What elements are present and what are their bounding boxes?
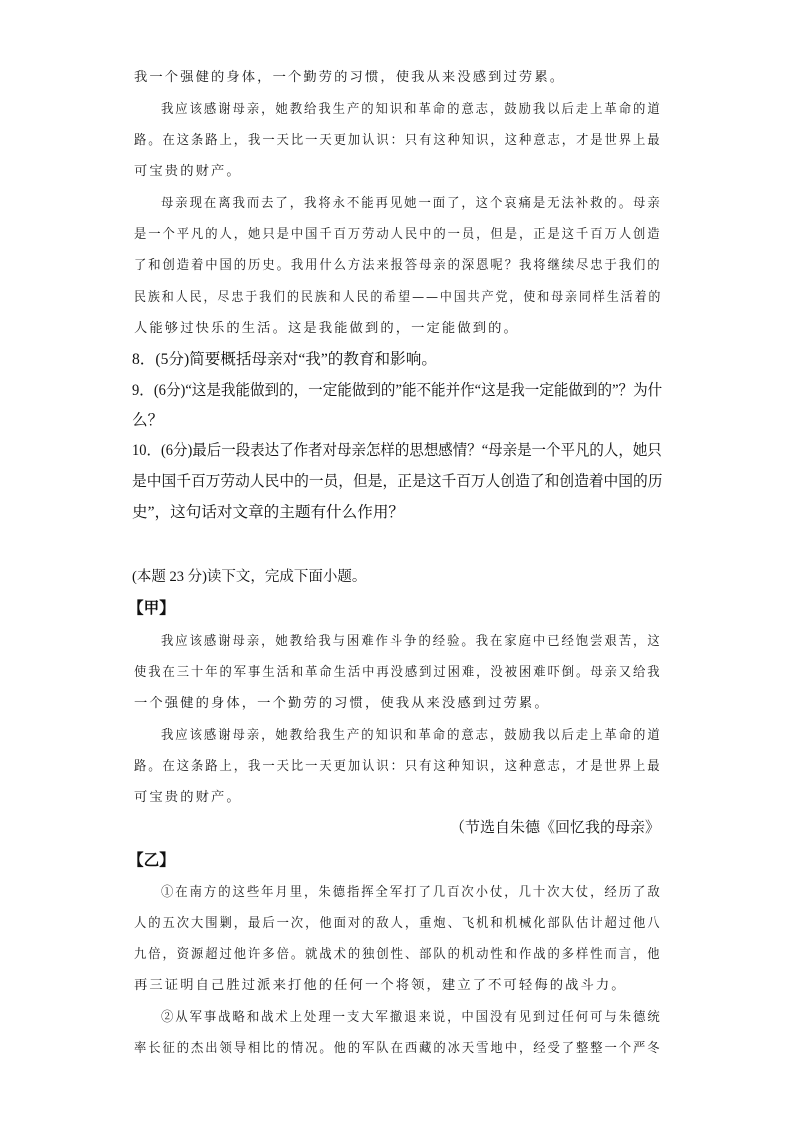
jia-line: 使我在三十年的军事生活和革命生活中再没感到过困难，没被困难吓倒。母亲又给我 bbox=[134, 665, 662, 680]
yi-line: 率长征的杰出领导相比的情况。他的军队在西藏的冰天雪地中，经受了整整一个严冬 bbox=[134, 1041, 662, 1056]
passage-line: 母亲现在离我而去了，我将永不能再见她一面了，这个哀痛是无法补救的。母亲 bbox=[161, 196, 662, 211]
passage-line: 是一个平凡的人，她只是中国千百万劳动人民中的一员，但是，正是这千百万人创造 bbox=[134, 227, 662, 242]
question-9: 9．(6分)“这是我能做到的，一定能做到的”能不能并作“这是我一定能做到的”？为什 bbox=[132, 382, 663, 399]
yi-line: ①在南方的这些年月里，朱德指挥全军打了几百次小仗，几十次大仗，经历了敌 bbox=[161, 885, 662, 900]
question-9-cont: 么？ bbox=[132, 412, 164, 429]
jia-line: 可宝贵的财产。 bbox=[134, 790, 242, 805]
question-10-cont: 史”，这句话对文章的主题有什么作用？ bbox=[132, 504, 405, 521]
jia-label: 【甲】 bbox=[128, 600, 175, 617]
yi-line: 人的五次大围剿，最后一次，他面对的敌人，重炮、飞机和机械化部队估计超过他八 bbox=[134, 916, 662, 931]
passage-line: 了和创造着中国的历史。我用什么方法来报答母亲的深恩呢？我将继续尽忠于我们的 bbox=[134, 258, 662, 273]
jia-line: 我应该感谢母亲，她教给我生产的知识和革命的意志，鼓励我以后走上革命的道 bbox=[161, 728, 662, 743]
passage-line: 我应该感谢母亲，她教给我生产的知识和革命的意志，鼓励我以后走上革命的道 bbox=[161, 102, 662, 117]
yi-line: ②从军事战略和战术上处理一支大军撤退来说，中国没有见到过任何可与朱德统 bbox=[161, 1010, 662, 1025]
passage-line: 可宝贵的财产。 bbox=[134, 164, 242, 179]
question-10: 10．(6分)最后一段表达了作者对母亲怎样的思想感情？“母亲是一个平凡的人，她只 bbox=[132, 442, 662, 459]
yi-line: 再三证明自己胜过派来打他的任何一个将领，建立了不可轻侮的战斗力。 bbox=[134, 978, 627, 993]
jia-line: 我应该感谢母亲，她教给我与困难作斗争的经验。我在家庭中已经饱尝艰苦，这 bbox=[161, 634, 662, 649]
question-10-cont: 是中国千百万劳动人民中的一员，但是，正是这千百万人创造了和创造着中国的历 bbox=[132, 473, 663, 490]
passage-line: 路。在这条路上，我一天比一天更加认识：只有这种知识，这种意志，才是世界上最 bbox=[134, 133, 662, 148]
jia-line: 一个强健的身体，一个勤劳的习惯，使我从来没感到过劳累。 bbox=[134, 696, 550, 711]
yi-label: 【乙】 bbox=[128, 852, 175, 869]
source-citation: （节选自朱德《回忆我的母亲》 bbox=[449, 820, 660, 836]
passage-line: 我一个强健的身体，一个勤劳的习惯，使我从来没感到过劳累。 bbox=[134, 70, 566, 85]
jia-line: 路。在这条路上，我一天比一天更加认识：只有这种知识，这种意志，才是世界上最 bbox=[134, 759, 662, 774]
passage-line: 民族和人民，尽忠于我们的民族和人民的希望——中国共产党，使和母亲同样生活着的 bbox=[134, 290, 663, 305]
section-intro: (本题 23 分)读下文，完成下面小题。 bbox=[132, 569, 367, 585]
passage-line: 人能够过快乐的生活。这是我能做到的，一定能做到的。 bbox=[134, 321, 519, 336]
yi-line: 九倍，资源超过他许多倍。就战术的独创性、部队的机动性和作战的多样性而言，他 bbox=[134, 947, 662, 962]
question-8: 8．(5分)简要概括母亲对“我”的教育和影响。 bbox=[132, 351, 437, 368]
